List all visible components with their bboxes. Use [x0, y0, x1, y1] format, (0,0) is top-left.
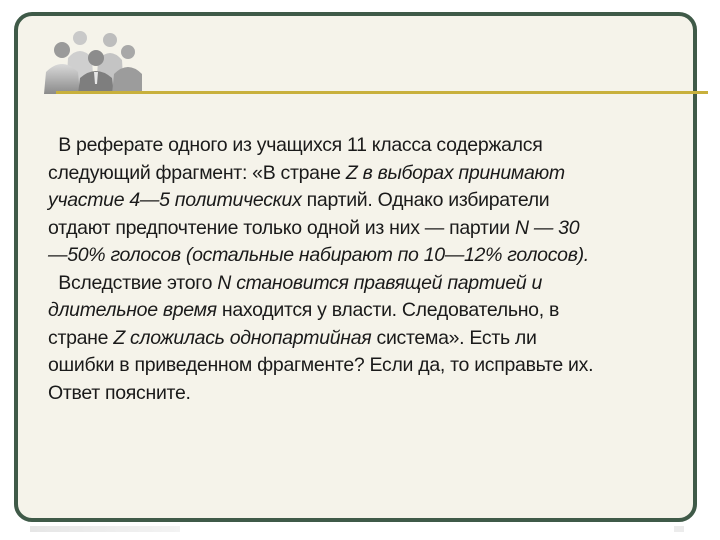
- text-line: [48, 297, 688, 325]
- text-line: [48, 270, 688, 298]
- italic-span: —50% голосов (остальные набирают по 10—12% голосов).: [48, 244, 589, 266]
- paragraph-1: [48, 132, 688, 270]
- footer-right-decoration: [674, 526, 684, 532]
- business-people-logo-icon: [40, 28, 144, 94]
- text-span: партий. Однако избиратели: [301, 189, 550, 211]
- text-line: [48, 187, 688, 215]
- text-line: [48, 325, 688, 353]
- text-line: Ответ поясните.: [48, 381, 191, 404]
- text-span: следующий фрагмент: «В стране: [48, 161, 346, 184]
- text-line: ошибки в приведенном фрагменте? Если да, то исправьте их.: [48, 354, 594, 376]
- text-line: [48, 242, 688, 270]
- italic-span: участие 4—5 политических: [48, 189, 302, 211]
- italic-span: Z в выборах принимают: [345, 161, 565, 184]
- text-line: [48, 215, 688, 243]
- text-span: Вследствие этого: [48, 271, 218, 294]
- text-line: [48, 160, 688, 188]
- footer-left-decoration: [30, 526, 180, 532]
- italic-span: N становится правящей партией и: [217, 271, 543, 294]
- italic-span: Z сложилась однопартийная: [113, 326, 372, 349]
- text-span: находится у власти. Следовательно, в: [216, 299, 560, 321]
- text-span: отдают предпочтение только одной из них — партии: [48, 216, 515, 239]
- title-underline: [56, 91, 708, 94]
- text-span: система». Есть ли: [371, 326, 537, 349]
- italic-span: N — 30: [514, 216, 580, 239]
- italic-span: длительное время: [48, 299, 217, 321]
- slide-body: [48, 132, 688, 407]
- paragraph-2: [48, 270, 688, 408]
- text-span: стране: [48, 326, 114, 349]
- text-line: В реферате одного из учащихся 11 класса содержался: [48, 134, 543, 156]
